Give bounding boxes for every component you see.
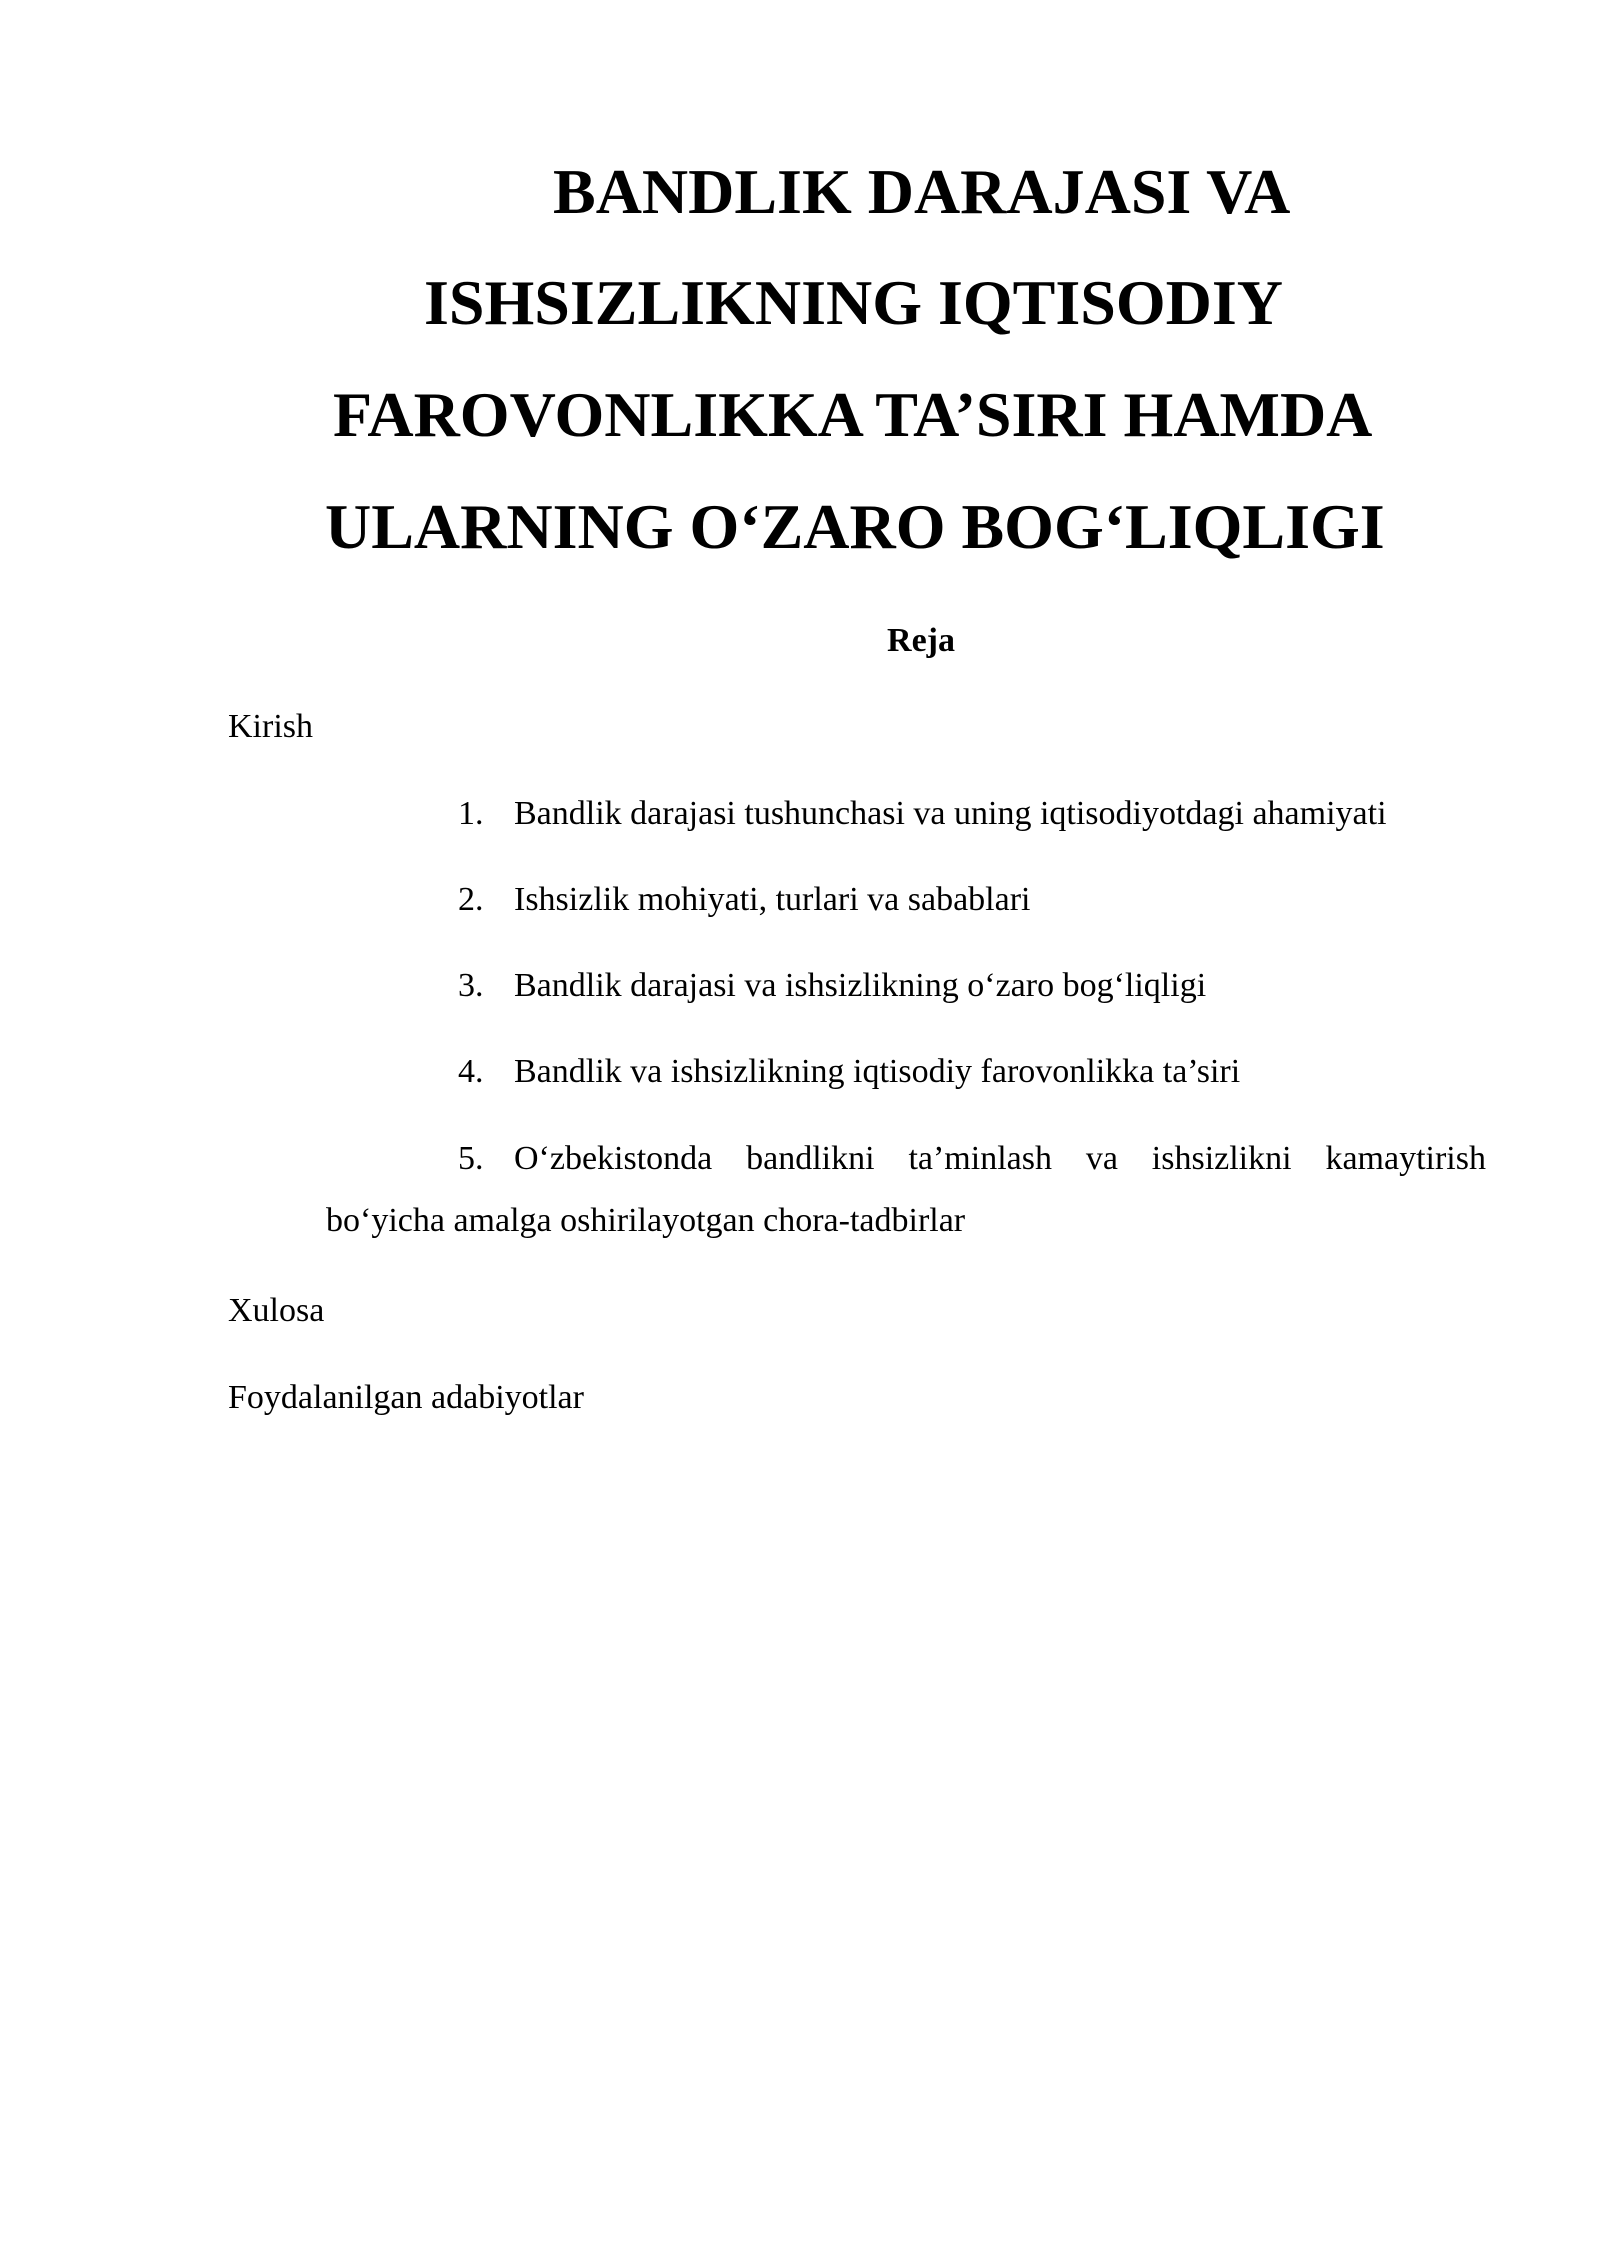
plan-item-4-number: 4. [458, 1053, 484, 1090]
plan-item-5-word: ta’minlash [908, 1140, 1052, 1177]
plan-heading: Reja [887, 622, 955, 659]
plan-item-4-text: Bandlik va ishsizlikning iqtisodiy farovonlikka ta’siri [514, 1053, 1241, 1090]
plan-item-5-word: O‘zbekistonda [514, 1140, 713, 1177]
plan-item-5-word: kamaytirish [1325, 1140, 1486, 1177]
title-line-4: ULARNING O‘ZARO BOG‘LIQLIGI [325, 491, 1385, 562]
plan-item-1-text: Bandlik darajasi tushunchasi va uning iqtisodiyotdagi ahamiyati [514, 795, 1387, 832]
plan-item-2-text: Ishsizlik mohiyati, turlari va sabablari [514, 881, 1031, 918]
plan-item-5-number: 5. [458, 1140, 484, 1177]
plan-item-5-word: bandlikni [746, 1140, 875, 1177]
conclusion-label: Xulosa [228, 1292, 325, 1329]
plan-item-5-line-1 [514, 1139, 1486, 1179]
title-line-3: FAROVONLIKKA TA’SIRI HAMDA [333, 379, 1373, 450]
title-line-2: ISHSIZLIKNING IQTISODIY [424, 267, 1283, 338]
plan-item-5-word: va [1085, 1140, 1118, 1177]
references-label: Foydalanilgan adabiyotlar [228, 1379, 584, 1416]
intro-label: Kirish [228, 708, 313, 745]
plan-item-1-number: 1. [458, 795, 484, 832]
plan-item-2-number: 2. [458, 881, 484, 918]
plan-item-3-number: 3. [458, 967, 484, 1004]
plan-item-3-text: Bandlik darajasi va ishsizlikning o‘zaro bog‘liqligi [514, 967, 1207, 1004]
plan-item-5-word: ishsizlikni [1151, 1140, 1292, 1177]
plan-item-5-line-2: bo‘yicha amalga oshirilayotgan chora-tadbirlar [326, 1202, 966, 1239]
title-line-1: BANDLIK DARAJASI VA [553, 156, 1291, 227]
